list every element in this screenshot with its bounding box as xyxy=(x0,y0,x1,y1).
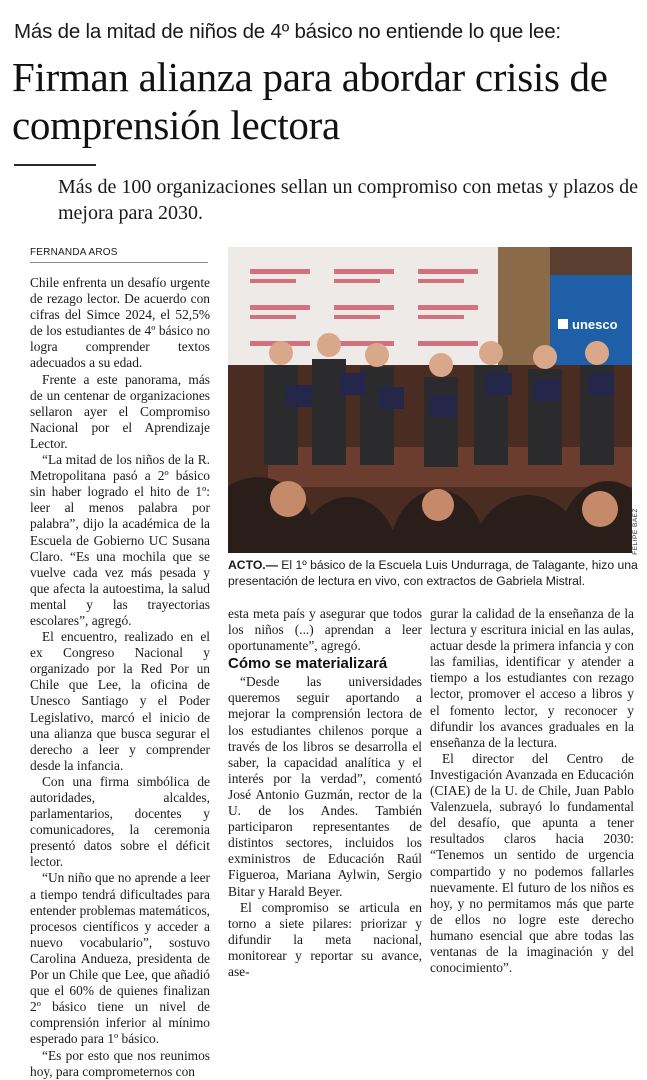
article-photo xyxy=(228,247,632,553)
section-title: Cómo se materializará xyxy=(228,655,388,673)
byline: FERNANDA AROS xyxy=(30,247,118,258)
column-3 xyxy=(430,606,634,976)
kicker: Más de la mitad de niños de 4º básico no entiende lo que lee: xyxy=(14,20,561,43)
column-1 xyxy=(30,275,210,1080)
headline-divider xyxy=(14,164,96,166)
paragraph: gurar la calidad de la enseñanza de la lectura y escritura inicial en las aulas, actuar desde la primera infancia y con las familias, identificar y atender a tiempo a los estudiantes con rezago lector, promover el acceso a libros y el fomento lector, y reconocer y difundir los avances graduales en la enseñanza de la lectura. xyxy=(430,606,634,750)
paragraph: Frente a este panorama, más de un centenar de organizaciones sellaron ayer el Compromiso Nacional por el Aprendizaje Lector. xyxy=(30,371,210,451)
headline: Firman alianza para abordar crisis de comprensión lectora xyxy=(12,54,608,148)
paragraph: “Un niño que no aprende a leer a tiempo tendrá dificultades para entender problemas matemáticos, procesos científicos y acceder a nuevo vocabulario”, sostuvo Carolina Andueza, presidenta de Por un Chile que Lee, que añadió que el 60% de quienes finalizan 2º básico tiene un nivel de comprensión inferior al mínimo esperado para 1º básico. xyxy=(30,870,210,1047)
subhead: Más de 100 organizaciones sellan un compromiso con metas y plazos de mejora para 2030. xyxy=(58,176,639,224)
ceremony-photo-illustration xyxy=(228,247,632,553)
photo-credit: FELIPE BÁEZ xyxy=(632,508,639,555)
paragraph: El director del Centro de Investigación Avanzada en Educación (CIAE) de la U. de Chile, Juan Pablo Valenzuela, subrayó lo fundamental del desafío, que apunta a tener resultados claros hacia 2030: “Tenemos un sentido de urgencia compartido y no podemos fallarles nuevamente. El futuro de los niños es hoy, y no permitamos más que parte de ellos no logre este derecho humano esencial que abre todas las ventanas de la imaginación y del conocimiento”. xyxy=(430,750,634,976)
paragraph: Con una firma simbólica de autoridades, alcaldes, parlamentarios, docentes y comunicadores, la ceremonia presentó datos sobre el déficit lector. xyxy=(30,773,210,870)
photo-caption xyxy=(228,557,638,589)
paragraph: El encuentro, realizado en el ex Congreso Nacional y organizado por la Red Por un Chile que Lee, la oficina de Unesco Santiago y el Poder Legislativo, marcó el inicio de una alianza que busca segurar el derecho a leer y comprender desde la infancia. xyxy=(30,629,210,773)
byline-divider xyxy=(30,262,208,263)
unesco-label: unesco xyxy=(572,317,618,332)
paragraph: “La mitad de los niños de la R. Metropolitana pasó a 2º básico sin haber logrado el hito de 1º: leer al menos palabra por palabra”, dijo la académica de la Escuela de Gobierno UC Susana Claro. “Es una mochila que se vuelve cada vez más pesada y que afecta la autoestima, la salud mental y las trayectorias escolares”, agregó. xyxy=(30,452,210,628)
paragraph: “Es por esto que nos reunimos hoy, para comprometernos con xyxy=(30,1047,210,1079)
paragraph: esta meta país y asegurar que todos los niños (...) aprendan a leer oportunamente”, agregó. xyxy=(228,606,422,654)
caption-lead: ACTO.— xyxy=(228,558,278,572)
caption-text: El 1º básico de la Escuela Luis Undurraga, de Talagante, hizo una presentación de lectura en vivo, con extractos de Gabriela Mistral. xyxy=(228,558,638,588)
paragraph: El compromiso se articula en torno a siete pilares: priorizar y difundir la meta nacional, monitorear y reportar su avance, ase- xyxy=(228,899,422,979)
column-2 xyxy=(228,606,422,980)
paragraph: Chile enfrenta un desafío urgente de rezago lector. De acuerdo con cifras del Simce 2024, el 52,5% de los estudiantes de 4º básico no logra comprender textos adecuados a su edad. xyxy=(30,275,210,371)
paragraph: “Desde las universidades queremos seguir aportando a mejorar la comprensión lectora de los estudiantes chilenos porque a través de los libros se desarrolla el saber, la capacidad analítica y el interés por la verdad”, comentó José Antonio Guzmán, rector de la U. de los Andes. También participaron representantes de distintos sectores, incluidos los exministros de Educación Raúl Figueroa, Mariana Aylwin, Sergio Bitar y Harald Beyer. xyxy=(228,674,422,899)
